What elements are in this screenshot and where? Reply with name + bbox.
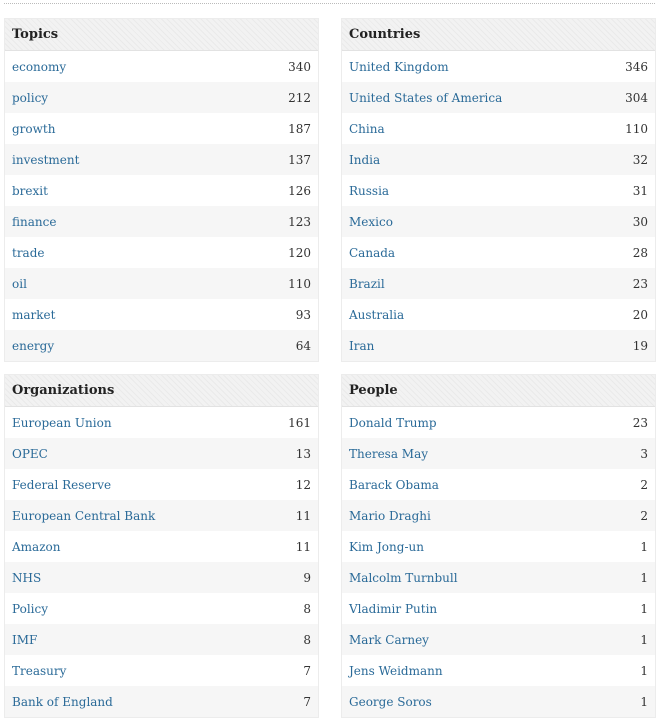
person-link[interactable]: Malcolm Turnbull <box>349 570 458 585</box>
country-link[interactable]: Australia <box>349 307 405 322</box>
person-row <box>342 438 655 469</box>
person-row <box>342 531 655 562</box>
topic-row <box>5 299 318 330</box>
country-link[interactable]: Mexico <box>349 214 393 229</box>
organization-link[interactable]: OPEC <box>12 446 48 461</box>
topic-row <box>5 268 318 299</box>
person-count: 2 <box>640 508 648 523</box>
person-count: 1 <box>640 663 648 678</box>
organization-count: 7 <box>303 694 311 709</box>
country-row <box>342 113 655 144</box>
topic-link[interactable]: economy <box>12 59 67 74</box>
organization-count: 11 <box>295 539 311 554</box>
organization-count: 13 <box>295 446 311 461</box>
topic-count: 126 <box>288 183 311 198</box>
topic-count: 137 <box>288 152 311 167</box>
countries-list <box>342 51 655 361</box>
country-link[interactable]: Iran <box>349 338 375 353</box>
topic-link[interactable]: growth <box>12 121 56 136</box>
person-link[interactable]: Theresa May <box>349 446 429 461</box>
topic-row <box>5 237 318 268</box>
person-count: 1 <box>640 601 648 616</box>
person-count: 1 <box>640 632 648 647</box>
person-row <box>342 686 655 717</box>
countries-panel-title: Countries <box>342 19 655 51</box>
person-link[interactable]: George Soros <box>349 694 432 709</box>
country-link[interactable]: United States of America <box>349 90 503 105</box>
country-row <box>342 330 655 361</box>
organization-count: 12 <box>295 477 311 492</box>
topic-count: 120 <box>288 245 311 260</box>
organization-link[interactable]: IMF <box>12 632 38 647</box>
topic-link[interactable]: trade <box>12 245 45 260</box>
topic-link[interactable]: policy <box>12 90 49 105</box>
organization-row <box>5 500 318 531</box>
organization-row <box>5 593 318 624</box>
topic-count: 64 <box>295 338 311 353</box>
organization-count: 8 <box>303 601 311 616</box>
organization-link[interactable]: Bank of England <box>12 694 113 709</box>
organization-count: 161 <box>288 415 311 430</box>
person-row <box>342 655 655 686</box>
organization-row <box>5 655 318 686</box>
country-count: 20 <box>632 307 648 322</box>
organization-row <box>5 531 318 562</box>
topic-link[interactable]: market <box>12 307 56 322</box>
person-link[interactable]: Vladimir Putin <box>349 601 438 616</box>
country-count: 28 <box>632 245 648 260</box>
country-count: 32 <box>632 152 648 167</box>
person-row <box>342 407 655 438</box>
topic-count: 340 <box>288 59 311 74</box>
topic-count: 187 <box>288 121 311 136</box>
organizations-list <box>5 407 318 717</box>
person-count: 1 <box>640 570 648 585</box>
countries-panel <box>341 18 656 362</box>
country-link[interactable]: Russia <box>349 183 390 198</box>
organization-link[interactable]: Treasury <box>12 663 67 678</box>
country-count: 31 <box>632 183 648 198</box>
organization-row <box>5 624 318 655</box>
organization-link[interactable]: Amazon <box>12 539 61 554</box>
country-count: 346 <box>625 59 648 74</box>
country-link[interactable]: China <box>349 121 385 136</box>
person-row <box>342 469 655 500</box>
country-count: 304 <box>625 90 648 105</box>
organization-row <box>5 407 318 438</box>
country-row <box>342 299 655 330</box>
person-link[interactable]: Donald Trump <box>349 415 437 430</box>
person-row <box>342 593 655 624</box>
topic-link[interactable]: oil <box>12 276 27 291</box>
country-row <box>342 51 655 82</box>
organization-link[interactable]: Policy <box>12 601 48 616</box>
people-panel <box>341 374 656 718</box>
organization-link[interactable]: Federal Reserve <box>12 477 112 492</box>
country-count: 30 <box>632 214 648 229</box>
topics-list <box>5 51 318 361</box>
organization-count: 8 <box>303 632 311 647</box>
country-link[interactable]: India <box>349 152 381 167</box>
topic-row <box>5 175 318 206</box>
people-panel-title: People <box>342 375 655 407</box>
topic-count: 93 <box>295 307 311 322</box>
organization-count: 11 <box>295 508 311 523</box>
person-row <box>342 624 655 655</box>
topic-count: 123 <box>288 214 311 229</box>
topic-row <box>5 144 318 175</box>
country-link[interactable]: Canada <box>349 245 396 260</box>
topics-panel <box>4 18 319 362</box>
country-row <box>342 82 655 113</box>
person-link[interactable]: Mario Draghi <box>349 508 431 523</box>
organizations-panel-title: Organizations <box>5 375 318 407</box>
person-count: 2 <box>640 477 648 492</box>
person-count: 1 <box>640 539 648 554</box>
person-link[interactable]: Barack Obama <box>349 477 439 492</box>
country-row <box>342 237 655 268</box>
topic-count: 212 <box>288 90 311 105</box>
organization-count: 9 <box>303 570 311 585</box>
topic-link[interactable]: finance <box>12 214 57 229</box>
organization-row <box>5 686 318 717</box>
topic-row <box>5 206 318 237</box>
country-count: 23 <box>632 276 648 291</box>
organization-link[interactable]: European Union <box>12 415 112 430</box>
person-count: 1 <box>640 694 648 709</box>
organization-row <box>5 562 318 593</box>
topic-link[interactable]: investment <box>12 152 80 167</box>
people-list <box>342 407 655 717</box>
topic-row <box>5 51 318 82</box>
organization-link[interactable]: NHS <box>12 570 42 585</box>
topic-link[interactable]: energy <box>12 338 55 353</box>
country-row <box>342 268 655 299</box>
person-link[interactable]: Kim Jong-un <box>349 539 424 554</box>
person-link[interactable]: Jens Weidmann <box>349 663 443 678</box>
person-row <box>342 562 655 593</box>
organization-count: 7 <box>303 663 311 678</box>
country-count: 110 <box>625 121 648 136</box>
person-row <box>342 500 655 531</box>
country-link[interactable]: Brazil <box>349 276 385 291</box>
organizations-panel <box>4 374 319 718</box>
topic-row <box>5 113 318 144</box>
person-count: 23 <box>632 415 648 430</box>
person-link[interactable]: Mark Carney <box>349 632 429 647</box>
country-row <box>342 206 655 237</box>
topic-row <box>5 330 318 361</box>
country-row <box>342 175 655 206</box>
organization-row <box>5 438 318 469</box>
country-link[interactable]: United Kingdom <box>349 59 449 74</box>
topic-row <box>5 82 318 113</box>
top-divider <box>4 3 655 4</box>
country-count: 19 <box>632 338 648 353</box>
organization-link[interactable]: European Central Bank <box>12 508 156 523</box>
topic-count: 110 <box>288 276 311 291</box>
organization-row <box>5 469 318 500</box>
topic-link[interactable]: brexit <box>12 183 48 198</box>
country-row <box>342 144 655 175</box>
topics-panel-title: Topics <box>5 19 318 51</box>
person-count: 3 <box>640 446 648 461</box>
